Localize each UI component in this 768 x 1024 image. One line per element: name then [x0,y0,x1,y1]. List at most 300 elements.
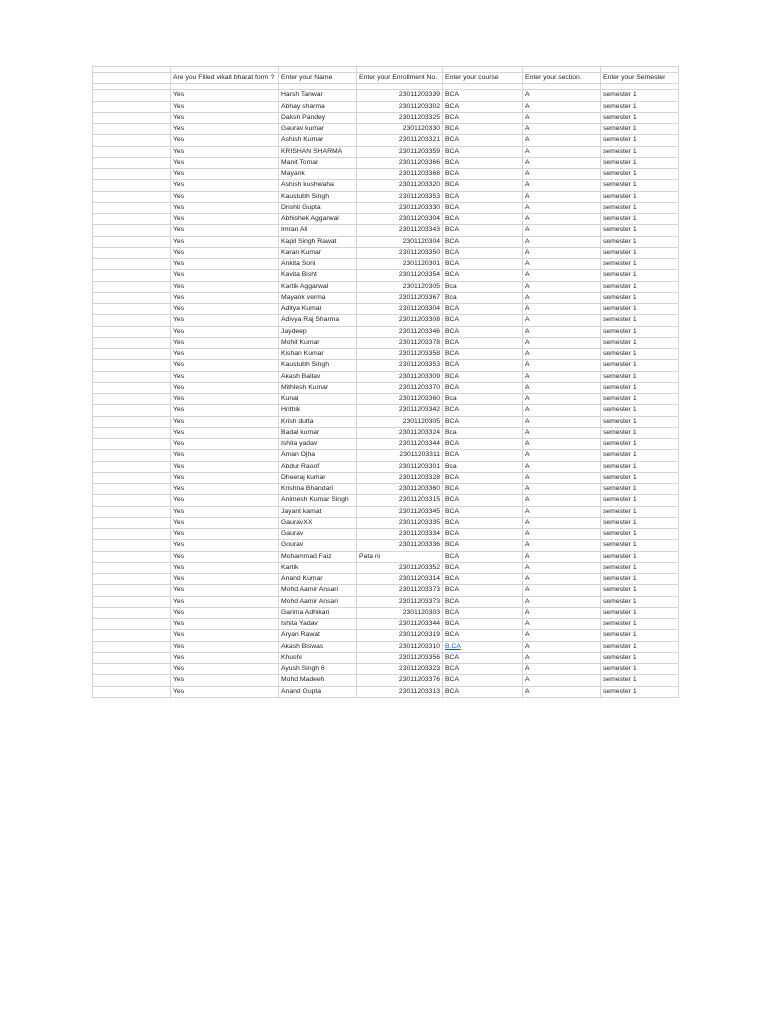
cell-course[interactable]: Bca [443,461,523,472]
cell-name[interactable]: Mayank [279,169,357,180]
cell-section[interactable]: A [523,202,601,213]
cell-filled[interactable]: Yes [171,180,279,191]
cell-filled[interactable]: Yes [171,574,279,585]
cell-course[interactable]: BCA [443,664,523,675]
cell-semester[interactable]: semester 1 [601,315,679,326]
cell-filled[interactable]: Yes [171,146,279,157]
cell-semester[interactable]: semester 1 [601,427,679,438]
cell-filled[interactable]: Yes [171,247,279,258]
cell-enrollment[interactable]: 23011203335 [357,517,443,528]
cell-filled[interactable]: Yes [171,326,279,337]
cell-section[interactable]: A [523,214,601,225]
cell-course[interactable]: BCA [443,551,523,562]
cell-name[interactable]: Aditya Kumar [279,304,357,315]
cell-semester[interactable]: semester 1 [601,225,679,236]
cell-filled[interactable]: Yes [171,382,279,393]
cell-name[interactable]: Mohd Aamir Ansari [279,585,357,596]
cell-section[interactable]: A [523,439,601,450]
cell-section[interactable]: A [523,270,601,281]
table-cell[interactable] [93,112,171,123]
table-cell[interactable] [93,596,171,607]
cell-semester[interactable]: semester 1 [601,630,679,641]
cell-enrollment[interactable]: 23011203366 [357,157,443,168]
cell-filled[interactable]: Yes [171,214,279,225]
cell-course[interactable]: BCA [443,124,523,135]
cell-filled[interactable]: Yes [171,416,279,427]
cell-course[interactable]: BCA [443,146,523,157]
cell-section[interactable]: A [523,169,601,180]
table-cell[interactable] [93,506,171,517]
cell-course[interactable]: BCA [443,630,523,641]
cell-filled[interactable]: Yes [171,292,279,303]
cell-filled[interactable]: Yes [171,517,279,528]
cell-section[interactable]: A [523,562,601,573]
cell-enrollment[interactable]: 23011203310 [357,641,443,652]
table-cell[interactable] [93,619,171,630]
cell-semester[interactable]: semester 1 [601,146,679,157]
cell-course[interactable]: BCA [443,191,523,202]
cell-filled[interactable]: Yes [171,529,279,540]
cell-section[interactable]: A [523,664,601,675]
cell-enrollment[interactable]: 23011203353 [357,191,443,202]
table-cell[interactable] [93,416,171,427]
cell-semester[interactable]: semester 1 [601,101,679,112]
cell-semester[interactable]: semester 1 [601,607,679,618]
cell-name[interactable]: Ayush Singh 6 [279,664,357,675]
cell-enrollment[interactable]: 23011203346 [357,326,443,337]
cell-filled[interactable]: Yes [171,472,279,483]
cell-name[interactable]: Krishna Bhandari [279,484,357,495]
cell-name[interactable]: Aryan Rawat [279,630,357,641]
cell-semester[interactable]: semester 1 [601,90,679,101]
cell-filled[interactable]: Yes [171,157,279,168]
cell-filled[interactable]: Yes [171,394,279,405]
cell-section[interactable]: A [523,292,601,303]
cell-section[interactable]: A [523,596,601,607]
cell-semester[interactable]: semester 1 [601,686,679,697]
cell-name[interactable]: Anand Gupta [279,686,357,697]
cell-name[interactable]: Akash Biswas [279,641,357,652]
cell-course[interactable]: BCA [443,360,523,371]
table-cell[interactable] [93,225,171,236]
cell-semester[interactable]: semester 1 [601,202,679,213]
table-cell[interactable] [93,450,171,461]
cell-course[interactable]: BCA [443,180,523,191]
cell-name[interactable]: Kaustubh Singh [279,360,357,371]
cell-course[interactable]: BCA [443,371,523,382]
cell-semester[interactable]: semester 1 [601,619,679,630]
cell-course[interactable]: BCA [443,157,523,168]
cell-course[interactable]: BCA [443,202,523,213]
cell-course[interactable]: BCA [443,619,523,630]
cell-semester[interactable]: semester 1 [601,551,679,562]
cell-course[interactable]: BCA [443,337,523,348]
cell-name[interactable]: Dheeraj kumar [279,472,357,483]
cell-filled[interactable]: Yes [171,439,279,450]
cell-section[interactable]: A [523,529,601,540]
cell-enrollment[interactable]: 23011203308 [357,315,443,326]
cell-name[interactable]: KRISHAN SHARMA [279,146,357,157]
cell-semester[interactable]: semester 1 [601,292,679,303]
cell-enrollment[interactable]: 23011203373 [357,596,443,607]
cell-course[interactable]: BCA [443,270,523,281]
cell-name[interactable]: Ankita Soni [279,259,357,270]
cell-course[interactable]: Bca [443,427,523,438]
table-cell[interactable] [93,146,171,157]
cell-semester[interactable]: semester 1 [601,585,679,596]
cell-enrollment[interactable]: 2301120330 [357,124,443,135]
cell-semester[interactable]: semester 1 [601,382,679,393]
cell-name[interactable]: Drishti Gupta [279,202,357,213]
cell-course[interactable]: BCA [443,540,523,551]
cell-course[interactable]: BCA [443,236,523,247]
cell-name[interactable]: Aman Ojha [279,450,357,461]
cell-name[interactable]: Kavita Bisht [279,270,357,281]
cell-name[interactable]: Abdur Raoof [279,461,357,472]
table-cell[interactable] [93,124,171,135]
cell-filled[interactable]: Yes [171,191,279,202]
cell-section[interactable]: A [523,517,601,528]
cell-filled[interactable]: Yes [171,461,279,472]
cell-enrollment[interactable]: 23011203339 [357,90,443,101]
table-cell[interactable] [93,641,171,652]
cell-name[interactable]: Khushi [279,652,357,663]
table-cell[interactable] [93,236,171,247]
cell-enrollment[interactable]: 23011203356 [357,652,443,663]
cell-name[interactable]: Kaustubh Singh [279,191,357,202]
cell-enrollment[interactable]: 2301120305 [357,416,443,427]
cell-semester[interactable]: semester 1 [601,450,679,461]
cell-course[interactable]: BCA [443,112,523,123]
cell-semester[interactable]: semester 1 [601,506,679,517]
table-cell[interactable] [93,394,171,405]
cell-section[interactable]: A [523,135,601,146]
cell-filled[interactable]: Yes [171,585,279,596]
header-cell-enrollment[interactable]: Enter your Enrollment No. [357,73,443,84]
table-cell[interactable] [93,405,171,416]
cell-course[interactable]: BCA [443,517,523,528]
cell-section[interactable]: A [523,450,601,461]
cell-filled[interactable]: Yes [171,596,279,607]
table-cell[interactable] [93,461,171,472]
cell-section[interactable]: A [523,360,601,371]
cell-name[interactable]: Kartik [279,562,357,573]
cell-course[interactable]: BCA [443,304,523,315]
table-cell[interactable] [93,191,171,202]
table-cell[interactable] [93,540,171,551]
cell-section[interactable]: A [523,157,601,168]
cell-filled[interactable]: Yes [171,664,279,675]
cell-enrollment[interactable]: 23011203353 [357,360,443,371]
cell-name[interactable]: Krish dutta [279,416,357,427]
cell-name[interactable]: Jaydeep [279,326,357,337]
cell-semester[interactable]: semester 1 [601,371,679,382]
cell-name[interactable]: Karan Kumar [279,247,357,258]
cell-enrollment[interactable]: 23011203304 [357,304,443,315]
cell-section[interactable]: A [523,461,601,472]
cell-filled[interactable]: Yes [171,495,279,506]
cell-course[interactable]: BCA [443,596,523,607]
table-cell[interactable] [93,337,171,348]
cell-filled[interactable]: Yes [171,337,279,348]
cell-section[interactable]: A [523,484,601,495]
cell-semester[interactable]: semester 1 [601,664,679,675]
cell-course[interactable]: BCA [443,439,523,450]
cell-name[interactable]: Ashish Kumar [279,135,357,146]
cell-filled[interactable]: Yes [171,124,279,135]
cell-course[interactable]: BCA [443,101,523,112]
table-cell[interactable] [93,169,171,180]
cell-semester[interactable]: semester 1 [601,484,679,495]
cell-section[interactable]: A [523,394,601,405]
table-cell[interactable] [93,371,171,382]
cell-name[interactable]: Hrithik [279,405,357,416]
cell-semester[interactable]: semester 1 [601,360,679,371]
cell-course[interactable]: BCA [443,652,523,663]
cell-section[interactable]: A [523,180,601,191]
cell-semester[interactable]: semester 1 [601,394,679,405]
cell-name[interactable]: Animesh Kumar Singh [279,495,357,506]
cell-name[interactable]: Mohammad Faiz [279,551,357,562]
cell-section[interactable]: A [523,191,601,202]
table-cell[interactable] [93,90,171,101]
cell-filled[interactable]: Yes [171,427,279,438]
cell-course[interactable]: BCA [443,326,523,337]
table-cell[interactable] [93,652,171,663]
cell-enrollment[interactable]: 23011203344 [357,439,443,450]
cell-filled[interactable]: Yes [171,641,279,652]
cell-section[interactable]: A [523,574,601,585]
cell-semester[interactable]: semester 1 [601,416,679,427]
cell-name[interactable]: GauravXX [279,517,357,528]
cell-semester[interactable]: semester 1 [601,529,679,540]
cell-name[interactable]: Jayant kamat [279,506,357,517]
table-cell[interactable] [93,180,171,191]
cell-enrollment[interactable]: 23011203313 [357,686,443,697]
cell-enrollment[interactable]: 23011203301 [357,461,443,472]
cell-enrollment[interactable]: 23011203378 [357,337,443,348]
cell-name[interactable]: Kapil Singh Rawat [279,236,357,247]
cell-filled[interactable]: Yes [171,540,279,551]
cell-enrollment[interactable]: 23011203323 [357,664,443,675]
cell-section[interactable]: A [523,427,601,438]
table-cell[interactable] [93,73,171,84]
cell-semester[interactable]: semester 1 [601,472,679,483]
cell-course[interactable]: BCA [443,529,523,540]
table-cell[interactable] [93,259,171,270]
table-cell[interactable] [93,427,171,438]
cell-enrollment[interactable]: 23011203345 [357,506,443,517]
cell-filled[interactable]: Yes [171,281,279,292]
cell-filled[interactable]: Yes [171,202,279,213]
cell-section[interactable]: A [523,607,601,618]
cell-semester[interactable]: semester 1 [601,349,679,360]
cell-filled[interactable]: Yes [171,112,279,123]
table-cell[interactable] [93,270,171,281]
cell-semester[interactable]: semester 1 [601,157,679,168]
cell-course[interactable]: BCA [443,506,523,517]
cell-filled[interactable]: Yes [171,225,279,236]
cell-course[interactable]: BCA [443,416,523,427]
cell-filled[interactable]: Yes [171,371,279,382]
cell-semester[interactable]: semester 1 [601,517,679,528]
cell-section[interactable]: A [523,540,601,551]
cell-semester[interactable]: semester 1 [601,641,679,652]
header-cell-course[interactable]: Enter your course [443,73,523,84]
cell-section[interactable]: A [523,259,601,270]
cell-enrollment[interactable]: Pata ni [357,551,443,562]
cell-name[interactable]: Abhishek Aggarwal [279,214,357,225]
table-cell[interactable] [93,630,171,641]
cell-enrollment[interactable]: 23011203358 [357,349,443,360]
cell-enrollment[interactable]: 23011203330 [357,202,443,213]
cell-semester[interactable]: semester 1 [601,596,679,607]
cell-course[interactable]: BCA [443,349,523,360]
cell-enrollment[interactable]: 23011203370 [357,382,443,393]
cell-enrollment[interactable]: 23011203344 [357,619,443,630]
cell-name[interactable]: Ishita yadav [279,439,357,450]
cell-name[interactable]: Kartik Aggarwal [279,281,357,292]
table-cell[interactable] [93,517,171,528]
cell-course[interactable]: BCA [443,90,523,101]
cell-section[interactable]: A [523,247,601,258]
cell-enrollment[interactable]: 23011203343 [357,225,443,236]
cell-enrollment[interactable]: 23011203328 [357,472,443,483]
cell-course[interactable]: BCA [443,495,523,506]
cell-section[interactable]: A [523,585,601,596]
cell-name[interactable]: Mithlesh Kumar [279,382,357,393]
cell-name[interactable]: Garima Adhikari [279,607,357,618]
cell-filled[interactable]: Yes [171,270,279,281]
cell-filled[interactable]: Yes [171,101,279,112]
cell-section[interactable]: A [523,382,601,393]
cell-name[interactable]: Anand Kumar [279,574,357,585]
cell-name[interactable]: Akash Ballav [279,371,357,382]
cell-name[interactable]: Gaurav [279,529,357,540]
cell-section[interactable]: A [523,506,601,517]
cell-enrollment[interactable]: 23011203373 [357,585,443,596]
cell-section[interactable]: A [523,405,601,416]
cell-course[interactable]: BCA [443,405,523,416]
cell-enrollment[interactable]: 2301120303 [357,607,443,618]
cell-course[interactable]: BCA [443,450,523,461]
cell-enrollment[interactable]: 23011203342 [357,405,443,416]
table-cell[interactable] [93,360,171,371]
cell-section[interactable]: A [523,236,601,247]
cell-course[interactable]: BCA [443,686,523,697]
cell-semester[interactable]: semester 1 [601,180,679,191]
cell-course[interactable]: BCA [443,484,523,495]
cell-section[interactable]: A [523,101,601,112]
table-cell[interactable] [93,484,171,495]
cell-name[interactable]: Kunal [279,394,357,405]
cell-filled[interactable]: Yes [171,304,279,315]
cell-course[interactable]: BCA [443,562,523,573]
cell-semester[interactable]: semester 1 [601,439,679,450]
cell-filled[interactable]: Yes [171,619,279,630]
cell-section[interactable]: A [523,112,601,123]
table-cell[interactable] [93,551,171,562]
header-cell-semester[interactable]: Enter your Semester [601,73,679,84]
cell-course[interactable]: BCA [443,169,523,180]
cell-enrollment[interactable]: 2301120301 [357,259,443,270]
cell-section[interactable]: A [523,416,601,427]
cell-enrollment[interactable]: 23011203314 [357,574,443,585]
cell-semester[interactable]: semester 1 [601,124,679,135]
cell-filled[interactable]: Yes [171,551,279,562]
cell-semester[interactable]: semester 1 [601,112,679,123]
cell-enrollment[interactable]: 23011203324 [357,427,443,438]
cell-semester[interactable]: semester 1 [601,652,679,663]
cell-enrollment[interactable]: 23011203350 [357,247,443,258]
cell-course[interactable]: Bca [443,281,523,292]
cell-name[interactable]: Manit Tomar [279,157,357,168]
cell-semester[interactable]: semester 1 [601,562,679,573]
cell-semester[interactable]: semester 1 [601,191,679,202]
cell-enrollment[interactable]: 23011203302 [357,101,443,112]
cell-semester[interactable]: semester 1 [601,405,679,416]
cell-section[interactable]: A [523,551,601,562]
cell-enrollment[interactable]: 23011203334 [357,529,443,540]
table-cell[interactable] [93,607,171,618]
table-cell[interactable] [93,439,171,450]
cell-enrollment[interactable]: 2301120304 [357,236,443,247]
cell-name[interactable]: Mayank verma [279,292,357,303]
cell-name[interactable]: Imran Ali [279,225,357,236]
cell-course[interactable]: BCA [443,135,523,146]
cell-course[interactable]: BCA [443,214,523,225]
table-cell[interactable] [93,529,171,540]
cell-filled[interactable]: Yes [171,90,279,101]
cell-section[interactable]: A [523,281,601,292]
cell-course[interactable]: Bca [443,292,523,303]
cell-name[interactable]: Ishita Yadav [279,619,357,630]
cell-semester[interactable]: semester 1 [601,304,679,315]
cell-filled[interactable]: Yes [171,630,279,641]
cell-filled[interactable]: Yes [171,506,279,517]
cell-enrollment[interactable]: 23011203354 [357,270,443,281]
cell-course[interactable]: B.CA [443,641,523,652]
cell-enrollment[interactable]: 23011203336 [357,540,443,551]
cell-enrollment[interactable]: 23011203311 [357,450,443,461]
cell-section[interactable]: A [523,146,601,157]
cell-name[interactable]: Mohd Aamir Ansari [279,596,357,607]
table-cell[interactable] [93,472,171,483]
cell-course[interactable]: BCA [443,247,523,258]
cell-course[interactable]: BCA [443,315,523,326]
cell-course[interactable]: BCA [443,472,523,483]
table-cell[interactable] [93,585,171,596]
cell-enrollment[interactable]: 23011203360 [357,484,443,495]
cell-section[interactable]: A [523,472,601,483]
cell-filled[interactable]: Yes [171,652,279,663]
cell-semester[interactable]: semester 1 [601,326,679,337]
cell-filled[interactable]: Yes [171,236,279,247]
cell-name[interactable]: Harsh Tanwar [279,90,357,101]
header-cell-section[interactable]: Enter your section. [523,73,601,84]
table-cell[interactable] [93,101,171,112]
cell-semester[interactable]: semester 1 [601,236,679,247]
cell-course[interactable]: BCA [443,259,523,270]
cell-semester[interactable]: semester 1 [601,574,679,585]
table-cell[interactable] [93,495,171,506]
cell-filled[interactable]: Yes [171,405,279,416]
cell-semester[interactable]: semester 1 [601,281,679,292]
cell-filled[interactable]: Yes [171,169,279,180]
cell-filled[interactable]: Yes [171,607,279,618]
cell-filled[interactable]: Yes [171,686,279,697]
cell-section[interactable]: A [523,304,601,315]
